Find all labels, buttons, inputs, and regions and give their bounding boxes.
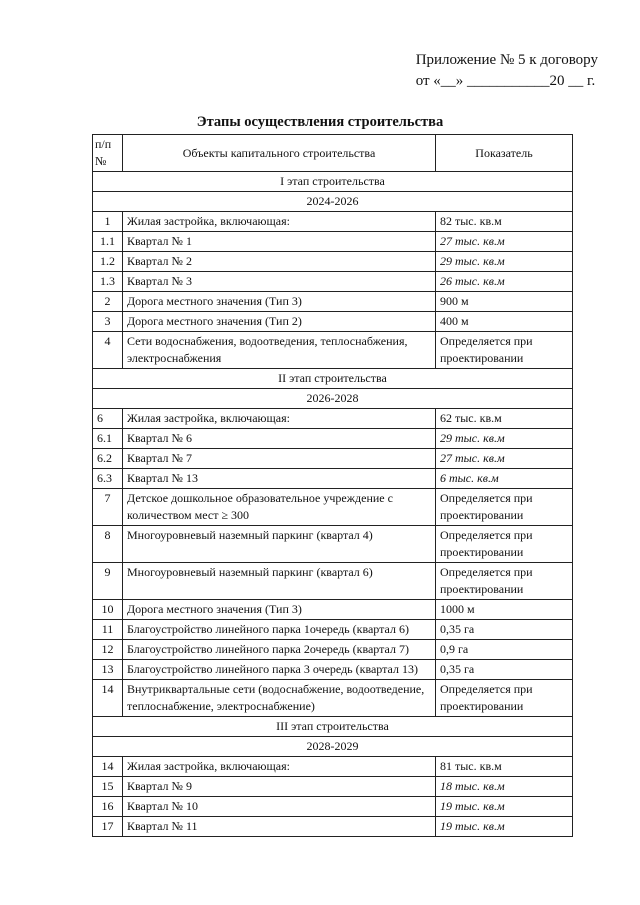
table-row (93, 600, 573, 620)
table-row (93, 777, 573, 797)
row-number: 8 (93, 526, 123, 563)
table-row (93, 660, 573, 680)
stage-title: II этап строительства (93, 369, 573, 389)
table-row (93, 232, 573, 252)
indicator-value: 81 тыс. кв.м (436, 757, 573, 777)
table-row (93, 757, 573, 777)
table-row (93, 489, 573, 526)
row-number: 12 (93, 640, 123, 660)
object-name: Дорога местного значения (Тип 3) (123, 292, 436, 312)
indicator-value: 0,9 га (436, 640, 573, 660)
table-row (93, 449, 573, 469)
indicator-value: 26 тыс. кв.м (436, 272, 573, 292)
row-number: 15 (93, 777, 123, 797)
object-name: Жилая застройка, включающая: (123, 409, 436, 429)
row-number: 9 (93, 563, 123, 600)
indicator-value: 0,35 га (436, 660, 573, 680)
row-number: 2 (93, 292, 123, 312)
row-number: 4 (93, 332, 123, 369)
appendix-line: Приложение № 5 к договору (415, 52, 598, 68)
table-row (93, 409, 573, 429)
appendix-header (416, 50, 598, 92)
column-header-number: п/п № (93, 135, 123, 172)
stage-row (93, 717, 573, 737)
stage-row (93, 369, 573, 389)
table-row (93, 797, 573, 817)
indicator-value: 900 м (436, 292, 573, 312)
table-row (93, 469, 573, 489)
indicator-value: Определяется при проектировании (436, 680, 573, 717)
years-row (93, 192, 573, 212)
object-name: Детское дошкольное образовательное учреждение с количеством мест ≥ 300 (123, 489, 436, 526)
row-number: 7 (93, 489, 123, 526)
object-name: Квартал № 2 (123, 252, 436, 272)
table-row (93, 332, 573, 369)
table-row (93, 563, 573, 600)
indicator-value: 1000 м (436, 600, 573, 620)
indicator-value: 82 тыс. кв.м (436, 212, 573, 232)
years-row (93, 737, 573, 757)
stage-years: 2026-2028 (93, 389, 573, 409)
indicator-value: Определяется при проектировании (436, 563, 573, 600)
object-name: Сети водоснабжения, водоотведения, теплоснабжения, электроснабжения (123, 332, 436, 369)
object-name: Благоустройство линейного парка 1очередь (квартал 6) (123, 620, 436, 640)
indicator-value: 400 м (436, 312, 573, 332)
indicator-value: Определяется при проектировании (436, 526, 573, 563)
indicator-value: 27 тыс. кв.м (436, 232, 573, 252)
stage-years: 2028-2029 (93, 737, 573, 757)
table-row (93, 272, 573, 292)
table-row (93, 292, 573, 312)
row-number: 3 (93, 312, 123, 332)
row-number: 6.3 (93, 469, 123, 489)
indicator-value: 27 тыс. кв.м (436, 449, 573, 469)
row-number: 14 (93, 757, 123, 777)
indicator-value: 62 тыс. кв.м (436, 409, 573, 429)
table-header-row (93, 135, 573, 172)
object-name: Квартал № 7 (123, 449, 436, 469)
row-number: 6.1 (93, 429, 123, 449)
indicator-value: 19 тыс. кв.м (436, 797, 573, 817)
object-name: Квартал № 1 (123, 232, 436, 252)
row-number: 17 (93, 817, 123, 837)
table-row (93, 312, 573, 332)
row-number: 13 (93, 660, 123, 680)
row-number: 1.1 (93, 232, 123, 252)
column-header-objects: Объекты капитального строительства (123, 135, 436, 172)
stage-title: III этап строительства (93, 717, 573, 737)
row-number: 1.2 (93, 252, 123, 272)
object-name: Квартал № 11 (123, 817, 436, 837)
indicator-value: 29 тыс. кв.м (436, 252, 573, 272)
years-row (93, 389, 573, 409)
object-name: Благоустройство линейного парка 2очередь (квартал 7) (123, 640, 436, 660)
row-number: 6 (93, 409, 123, 429)
indicator-value: 18 тыс. кв.м (436, 777, 573, 797)
table-row (93, 640, 573, 660)
construction-stages-table (92, 134, 573, 837)
object-name: Благоустройство линейного парка 3 очередь (квартал 13) (123, 660, 436, 680)
row-number: 16 (93, 797, 123, 817)
document-title: Этапы осуществления строительства (196, 114, 444, 130)
indicator-value: Определяется при проектировании (436, 332, 573, 369)
object-name: Многоуровневый наземный паркинг (квартал 4) (123, 526, 436, 563)
stage-title: I этап строительства (93, 172, 573, 192)
indicator-value: 6 тыс. кв.м (436, 469, 573, 489)
object-name: Жилая застройка, включающая: (123, 757, 436, 777)
row-number: 1 (93, 212, 123, 232)
object-name: Жилая застройка, включающая: (123, 212, 436, 232)
table-body (93, 172, 573, 837)
object-name: Квартал № 6 (123, 429, 436, 449)
object-name: Дорога местного значения (Тип 3) (123, 600, 436, 620)
table-row (93, 252, 573, 272)
object-name: Многоуровневый наземный паркинг (квартал 6) (123, 563, 436, 600)
indicator-value: 19 тыс. кв.м (436, 817, 573, 837)
object-name: Квартал № 3 (123, 272, 436, 292)
table-row (93, 680, 573, 717)
object-name: Квартал № 10 (123, 797, 436, 817)
appendix-date-line: от «__» ___________20 __ г. (415, 73, 596, 89)
row-number: 1.3 (93, 272, 123, 292)
indicator-value: 29 тыс. кв.м (436, 429, 573, 449)
table-row (93, 526, 573, 563)
row-number: 6.2 (93, 449, 123, 469)
stage-row (93, 172, 573, 192)
indicator-value: Определяется при проектировании (436, 489, 573, 526)
column-header-indicator: Показатель (436, 135, 573, 172)
row-number: 11 (93, 620, 123, 640)
table-row (93, 620, 573, 640)
object-name: Дорога местного значения (Тип 2) (123, 312, 436, 332)
table-row (93, 212, 573, 232)
table-row (93, 429, 573, 449)
stage-years: 2024-2026 (93, 192, 573, 212)
object-name: Квартал № 13 (123, 469, 436, 489)
object-name: Квартал № 9 (123, 777, 436, 797)
table-row (93, 817, 573, 837)
object-name: Внутриквартальные сети (водоснабжение, водоотведение, теплоснабжение, электроснабжение) (123, 680, 436, 717)
row-number: 14 (93, 680, 123, 717)
indicator-value: 0,35 га (436, 620, 573, 640)
row-number: 10 (93, 600, 123, 620)
